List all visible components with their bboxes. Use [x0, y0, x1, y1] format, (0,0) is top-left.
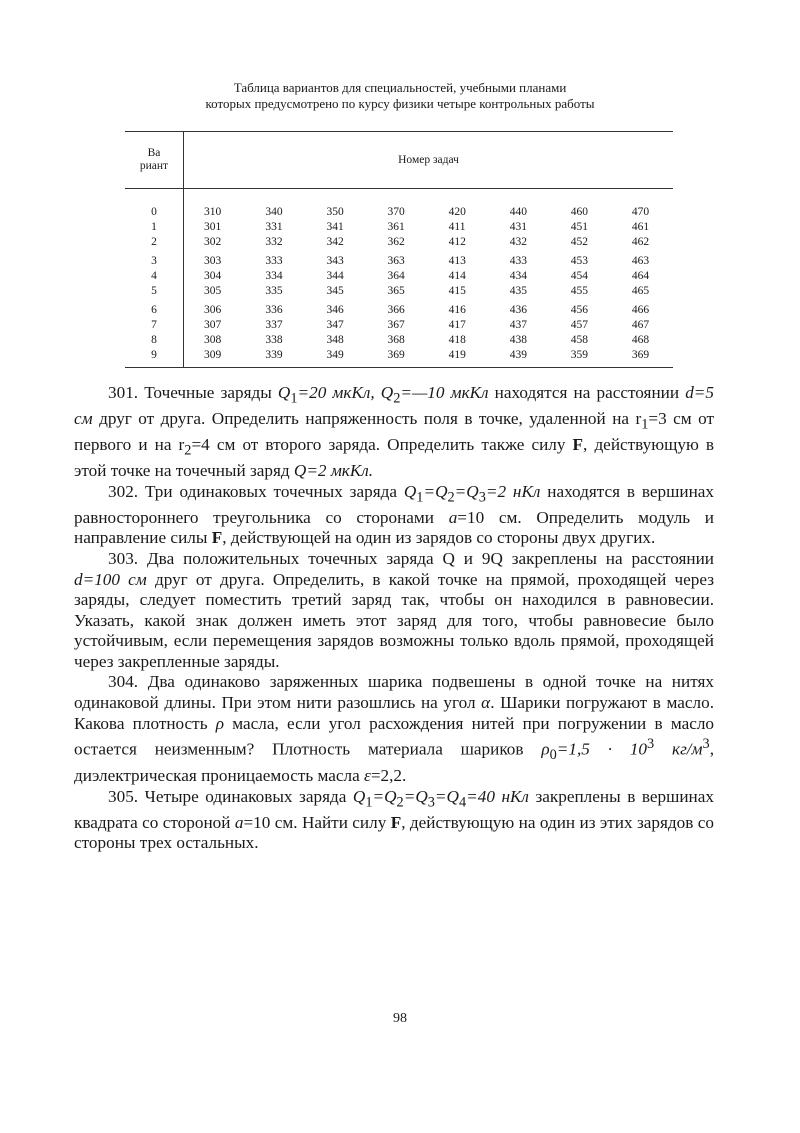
problem-number-cell: 301 [204, 221, 222, 233]
table-header-row [125, 132, 673, 189]
problem-number-cell: 367 [387, 319, 405, 331]
variant-cell: 9 [125, 348, 184, 368]
caption-line-1: Таблица вариантов для специальностей, учебными планами [233, 80, 567, 95]
problem-301: 301. Точечные заряды $Q_1=20$ мкКл, $Q_2=—10$ мкКл находятся на расстоянии d=5 см друг от друга. Определить напряженность поля в точке, удаленной на $r_1=3$ см от первого и на $r_2=4$ см от второго заряда. Определить также силу F, действующую в этой точке на точечный заряд Q=2 мкКл. [74, 383, 714, 481]
variant-cell: 4 [125, 269, 184, 284]
problem-number-cell: 466 [631, 304, 650, 316]
problem-number-cell: 439 [490, 348, 551, 368]
problem-number-cell: 468 [631, 334, 650, 346]
variant-cell: 6 [125, 299, 184, 318]
variant-cell: 7 [125, 318, 184, 333]
problem-number-cell: 438 [509, 334, 527, 346]
problem-number-cell: 364 [387, 270, 405, 282]
problem-number-cell: 456 [570, 304, 589, 316]
problem-305: 305. Четыре одинаковых заряда $Q_1=Q_2=Q_3=Q_4=40$ нКл закреплены в вершинах квадрата со стороной a=10 см. Найти силу F, действующую на один из этих зарядов со стороны трех остальных. [74, 786, 714, 853]
table-body [125, 189, 673, 368]
variants-table [125, 131, 673, 368]
problem-number-cell: 462 [631, 236, 650, 248]
problem-number-cell: 414 [448, 270, 466, 282]
problem-number-cell: 416 [448, 304, 466, 316]
table-row [125, 333, 673, 348]
problem-number-cell: 335 [265, 285, 283, 297]
problem-number-cell: 348 [326, 334, 344, 346]
problems-text [74, 383, 714, 854]
problem-number-cell: 339 [245, 348, 306, 368]
problem-number-cell: 370 [387, 206, 405, 218]
problem-number-cell: 434 [509, 270, 527, 282]
problem-number-cell: 437 [509, 319, 527, 331]
table-row [125, 235, 673, 250]
problem-number-cell: 303 [204, 255, 222, 267]
problem-number-cell: 464 [631, 270, 650, 282]
problem-number-cell: 368 [387, 334, 405, 346]
problem-number-cell: 463 [631, 255, 650, 267]
problem-number-cell: 331 [265, 221, 283, 233]
problem-number-cell: 369 [368, 348, 429, 368]
problem-number-cell: 336 [265, 304, 283, 316]
problem-number-cell: 338 [265, 334, 283, 346]
header-variant [125, 132, 184, 189]
problem-304: 304. Два одинаково заряженных шарика подвешены в одной точке на нитях одинаковой длины. При этом нити разошлись на угол α. Шарики погружают в масло. Какова плотность ρ масла, если угол расхождения нитей при погружении в масло остается неизменным? Плотность материала шариков $\rho_0=1,5 \cdot 10^3$ $кг/м^3$, диэлектрическая проницаемость масла ε=2,2. [74, 672, 715, 786]
table-row [125, 189, 673, 221]
variant-cell: 2 [125, 235, 184, 250]
table-row [125, 348, 673, 368]
problem-number-cell: 465 [631, 285, 650, 297]
problem-number-cell: 337 [265, 319, 283, 331]
problem-number-cell: 333 [265, 255, 283, 267]
problem-number-cell: 304 [204, 270, 222, 282]
header-problem-numbers: Номер задач [184, 132, 674, 189]
problem-number-cell: 467 [631, 319, 650, 331]
problem-number-cell: 307 [204, 319, 222, 331]
problem-number-cell: 347 [326, 319, 344, 331]
problem-number-cell: 350 [326, 206, 344, 218]
problem-number-cell: 457 [570, 319, 589, 331]
problem-number-cell: 361 [387, 221, 405, 233]
problem-number-cell: 436 [509, 304, 527, 316]
problem-number-cell: 346 [326, 304, 344, 316]
problem-number-cell: 306 [204, 304, 222, 316]
problem-number-cell: 362 [387, 236, 405, 248]
problem-number-cell: 305 [204, 285, 222, 297]
problem-number-cell: 412 [448, 236, 466, 248]
problem-number-cell: 309 [184, 348, 246, 368]
variant-cell: 8 [125, 333, 184, 348]
problem-number-cell: 454 [570, 270, 589, 282]
variant-cell: 5 [125, 284, 184, 299]
problem-number-cell: 440 [509, 206, 527, 218]
problem-number-cell: 340 [265, 206, 283, 218]
problem-302: 302. Три одинаковых точечных заряда $Q_1=Q_2=Q_3=2$ нКл находятся в вершинах равностороннего треугольника со сторонами a=10 см. Определить модуль и направление силы F, действующей на один из зарядов со стороны двух других. [74, 481, 714, 548]
problem-number-cell: 419 [429, 348, 490, 368]
problem-number-cell: 332 [265, 236, 283, 248]
problem-number-cell: 451 [570, 221, 589, 233]
problem-number-cell: 413 [448, 255, 466, 267]
problem-number-cell: 365 [387, 285, 405, 297]
problem-number-cell: 343 [326, 255, 344, 267]
header-variant-line-2: риант [139, 160, 169, 172]
problem-number-cell: 460 [570, 206, 589, 218]
problem-number-cell: 310 [204, 206, 222, 218]
problem-number-cell: 415 [448, 285, 466, 297]
problem-number-cell: 308 [204, 334, 222, 346]
problem-number-cell: 342 [326, 236, 344, 248]
table-row [125, 269, 673, 284]
header-variant-line-1: Ва [147, 147, 161, 159]
problem-number-cell: 435 [509, 285, 527, 297]
problem-number-cell: 417 [448, 319, 466, 331]
problem-number-cell: 453 [570, 255, 589, 267]
problem-number-cell: 420 [448, 206, 466, 218]
problem-number-cell: 302 [204, 236, 222, 248]
problem-number-cell: 431 [509, 221, 527, 233]
table-caption [120, 80, 680, 112]
problem-number-cell: 433 [509, 255, 527, 267]
table-row [125, 284, 673, 299]
problem-number-cell: 432 [509, 236, 527, 248]
variant-cell: 3 [125, 250, 184, 269]
problem-number-cell: 461 [631, 221, 650, 233]
table-row [125, 299, 673, 318]
problem-number-cell: 452 [570, 236, 589, 248]
table-row [125, 250, 673, 269]
variant-cell: 1 [125, 220, 184, 235]
problem-number-cell: 345 [326, 285, 344, 297]
problem-number-cell: 349 [306, 348, 367, 368]
caption-line-2: которых предусмотрено по курсу физики четыре контрольных работы [205, 96, 595, 111]
variant-cell: 0 [125, 189, 184, 221]
problem-number-cell: 470 [631, 206, 650, 218]
problem-number-cell: 341 [326, 221, 344, 233]
problem-number-cell: 344 [326, 270, 344, 282]
problem-number-cell: 366 [387, 304, 405, 316]
problem-number-cell: 418 [448, 334, 466, 346]
problem-number-cell: 455 [570, 285, 589, 297]
problem-number-cell: 369 [612, 348, 673, 368]
page-number: 98 [393, 1011, 407, 1026]
problem-number-cell: 411 [448, 221, 466, 233]
problem-number-cell: 334 [265, 270, 283, 282]
problem-number-cell: 359 [551, 348, 612, 368]
table-row [125, 220, 673, 235]
problem-303: 303. Два положительных точечных заряда Q и 9Q закреплены на расстоянии d=100 см друг от друга. Определить, в какой точке на прямой, проходящей через заряды, следует поместить третий заряд так, чтобы он находился в равновесии. Указать, какой знак должен иметь этот заряд для того, чтобы равновесие было устойчивым, если перемещения зарядов возможны только вдоль прямой, проходящей через закрепленные заряды. [74, 548, 714, 671]
problem-number-cell: 458 [570, 334, 589, 346]
table-row [125, 318, 673, 333]
problem-number-cell: 363 [387, 255, 405, 267]
